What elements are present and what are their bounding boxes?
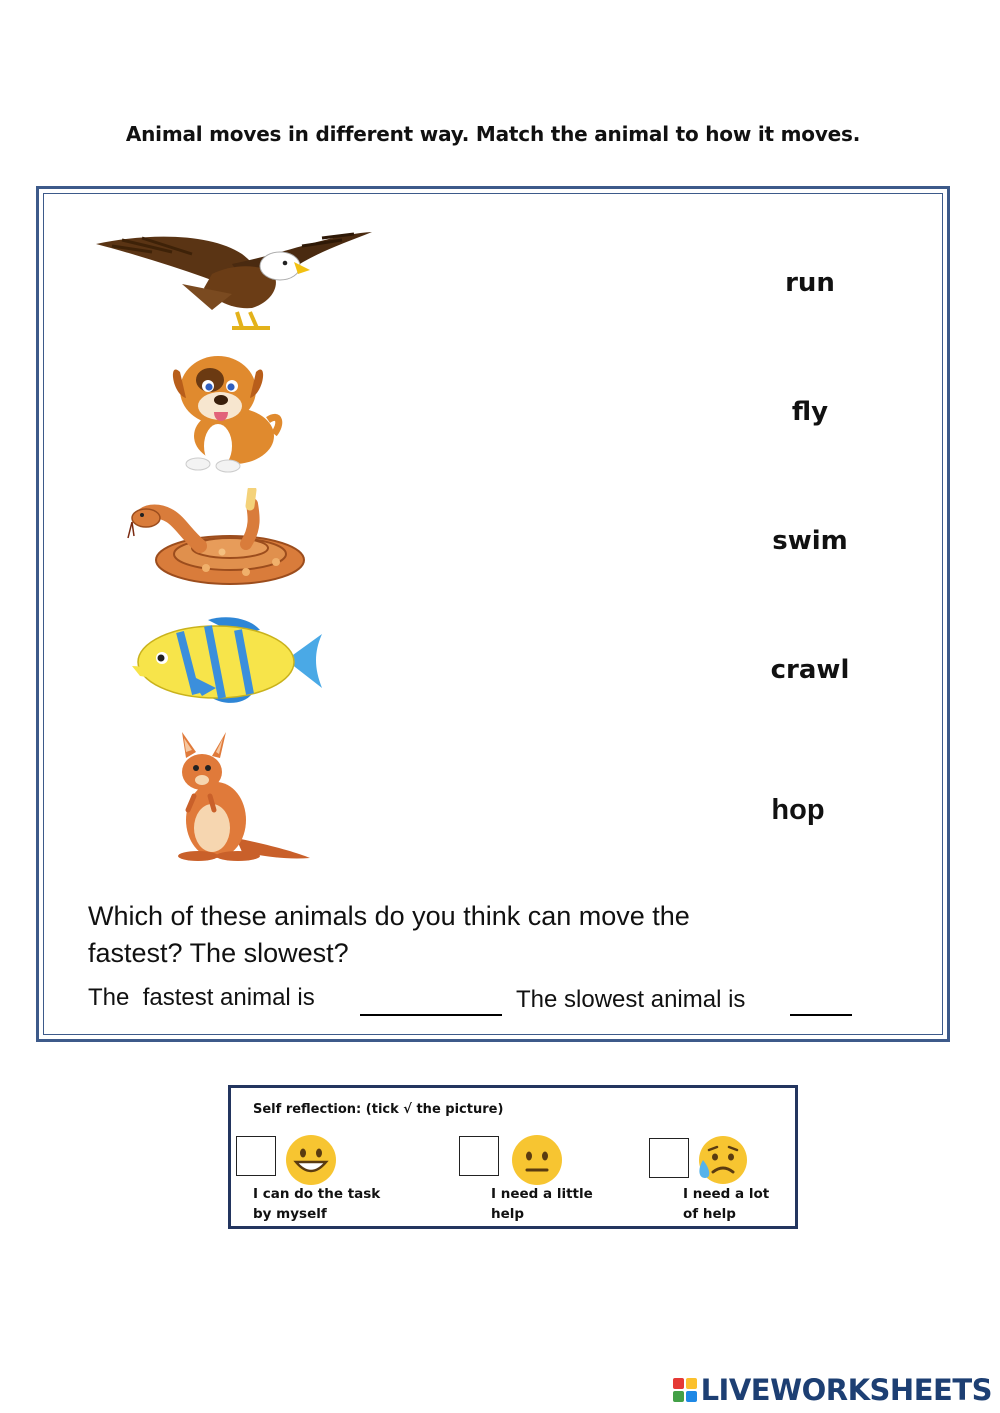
question-line-2: fastest? The slowest? [88, 938, 349, 968]
sad-sweat-face-icon [695, 1134, 749, 1186]
brand-name: LIVEWORKSHEETS [700, 1373, 992, 1407]
option-2-line-2: help [491, 1206, 525, 1222]
option-3-line-2: of help [683, 1206, 736, 1222]
question-line-1: Which of these animals do you think can move the [88, 901, 690, 931]
eagle-icon [92, 224, 374, 334]
option-1-line-2: by myself [253, 1206, 327, 1222]
option-1-line-1: I can do the task [253, 1186, 381, 1202]
tick-box-independent[interactable] [236, 1136, 276, 1176]
grinning-face-icon [285, 1134, 337, 1186]
dog-icon [164, 350, 288, 474]
slowest-label: The slowest animal is [516, 986, 746, 1013]
liveworksheets-logo-icon [673, 1378, 697, 1402]
fastest-answer-blank[interactable] [360, 1014, 502, 1016]
verb-swim: swim [772, 526, 848, 556]
liveworksheets-logo [673, 1373, 992, 1407]
verb-crawl: crawl [770, 655, 850, 685]
self-reflection-title: Self reflection: (tick √ the picture) [253, 1102, 504, 1117]
slowest-answer-blank[interactable] [790, 1014, 852, 1016]
instruction-text: Animal moves in different way. Match the animal to how it moves. [125, 122, 861, 146]
kangaroo-icon [176, 728, 312, 862]
option-2-line-1: I need a little [491, 1186, 593, 1202]
neutral-face-icon [511, 1134, 563, 1186]
snake-icon [126, 488, 312, 590]
verb-fly: fly [791, 397, 829, 427]
fastest-label: The fastest animal is [88, 984, 315, 1011]
option-3-line-1: I need a lot [683, 1186, 770, 1202]
self-reflection-box [228, 1085, 798, 1229]
tick-box-little-help[interactable] [459, 1136, 499, 1176]
fish-icon [126, 612, 326, 708]
verb-hop: hop [771, 794, 825, 826]
verb-run: run [785, 268, 835, 298]
tick-box-lot-of-help[interactable] [649, 1138, 689, 1178]
